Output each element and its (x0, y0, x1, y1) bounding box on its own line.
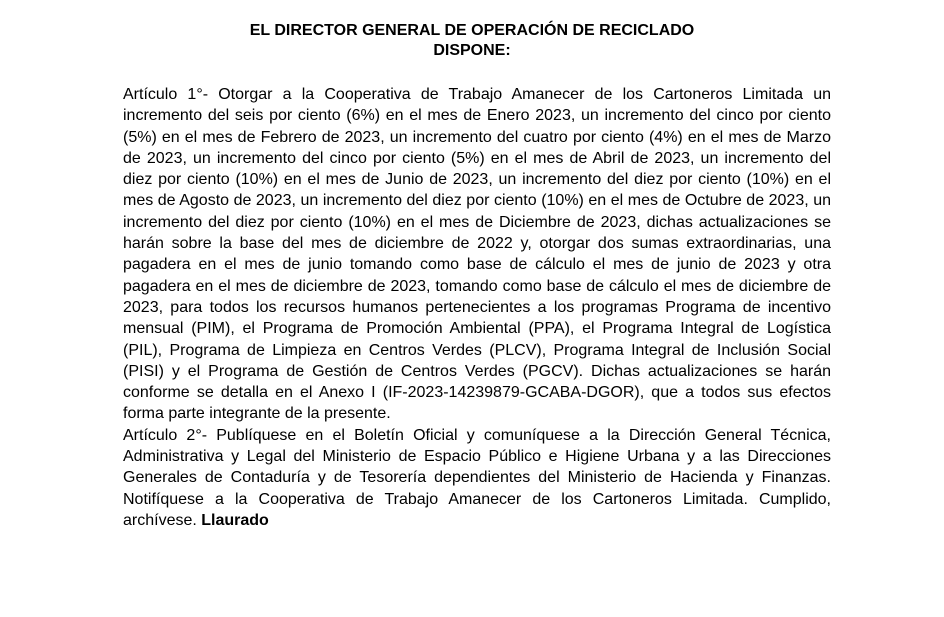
articulo-2-paragraph (123, 425, 831, 531)
signature-name: Llaurado (201, 511, 269, 529)
document-heading-title: EL DIRECTOR GENERAL DE OPERACIÓN DE RECICLADO (249, 22, 695, 39)
articulo-1-paragraph: Artículo 1°- Otorgar a la Cooperativa de Trabajo Amanecer de los Cartoneros Limitada un incremento del seis por ciento (6%) en el mes de Enero 2023, un incremento del cinco por ciento (5%) en el mes de Febrero de 2023, un incremento del cuatro por ciento (4%) en el mes de Marzo de 2023, un incremento del cinco por ciento (5%) en el mes de Abril de 2023, un incremento del diez por ciento (10%) en el mes de Junio de 2023, un incremento del diez por ciento (10%) en el mes de Agosto de 2023, un incremento del diez por ciento (10%) en el mes de Octubre de 2023, un incremento del diez por ciento (10%) en el mes de Diciembre de 2023, dichas actualizaciones se harán sobre la base del mes de diciembre de 2022 y, otorgar dos sumas extraordinarias, una pagadera en el mes de junio tomando como base de cálculo el mes de junio de 2023 y otra pagadera en el mes de diciembre de 2023, tomando como base de cálculo el mes de diciembre de 2023, para todos los recursos humanos pertenecientes a los programas Programa de incentivo mensual (PIM), el Programa de Promoción Ambiental (PPA), el Programa Integral de Logística (PIL), Programa de Limpieza en Centros Verdes (PLCV), Programa Integral de Inclusión Social (PISI) y el Programa de Gestión de Centros Verdes (PGCV). Dichas actualizaciones se harán conforme se detalla en el Anexo I (IF-2023-14239879-GCABA-DGOR), que a todos sus efectos forma parte integrante de la presente. (123, 86, 831, 423)
document-heading-dispone: DISPONE: (433, 42, 511, 59)
document-body (123, 84, 831, 531)
articulo-2-text: Artículo 2°- Publíquese en el Boletín Oficial y comuníquese a la Dirección General Técnica, Administrativa y Legal del Ministerio de Espacio Público e Higiene Urbana y a las Direcciones Generales de Contaduría y de Tesorería dependientes del Ministerio de Hacienda y Finanzas. Notifíquese a la Cooperativa de Trabajo Amanecer de los Cartoneros Limitada. Cumplido, archívese. (123, 426, 831, 529)
